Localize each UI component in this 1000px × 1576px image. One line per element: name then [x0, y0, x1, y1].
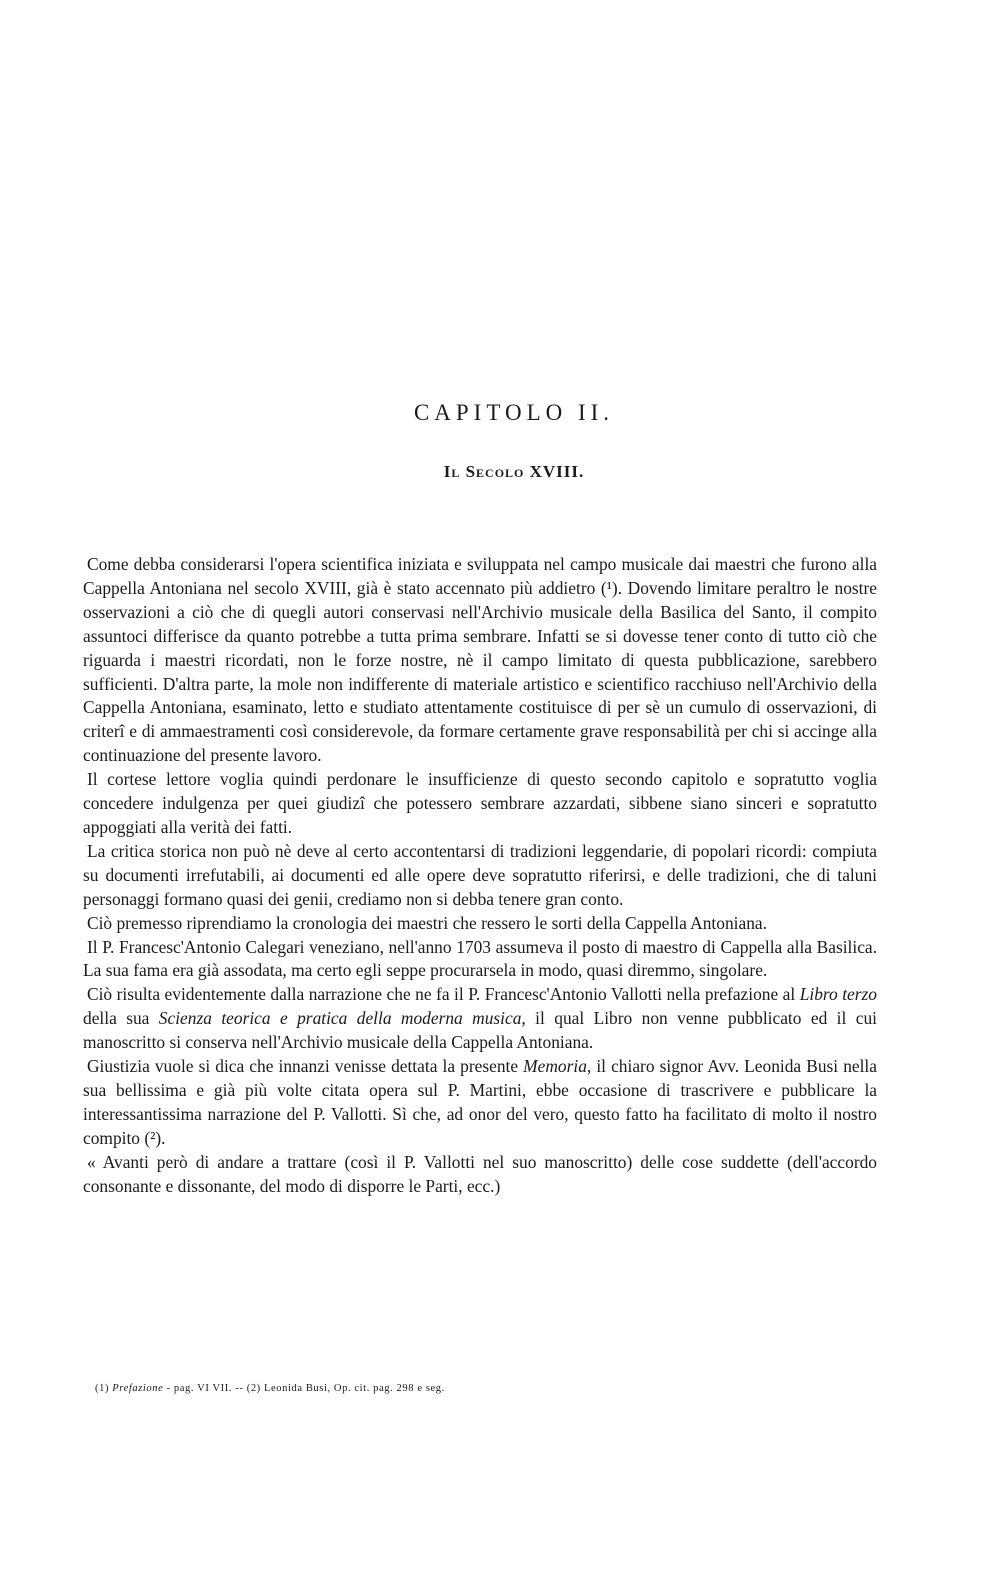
body-text: [83, 553, 877, 1198]
paragraph-text: Ciò risulta evidentemente dalla narrazione che ne fa il P. Francesc'Antonio Vallotti nella prefazione al: [87, 984, 800, 1005]
chapter-title: CAPITOLO II.: [413, 400, 615, 425]
work-title: Memoria,: [523, 1056, 592, 1077]
paragraph: « Avanti però di andare a trattare (così il P. Vallotti nel suo manoscritto) delle cose suddette (dell'accordo consonante e dissonante, del modo di disporre le Parti, ecc.): [83, 1151, 877, 1196]
footnote-mark: (1): [95, 1383, 110, 1394]
paragraph: Il cortese lettore voglia quindi perdonare le insufficienze di questo secondo capitolo e sopratutto voglia concedere indulgenza per quei giudizî che potessero sembrare azzardati, sibbene siano sinceri e sopratutto appoggiati alla verità dei fatti.: [83, 769, 877, 837]
footnote-text: - pag. VI VII. --: [163, 1383, 247, 1394]
paragraph-text: della sua: [83, 1008, 159, 1029]
paragraph: [83, 1055, 877, 1151]
paragraph-text: Giustizia vuole si dica che innanzi venisse dettata la presente: [87, 1056, 524, 1077]
book-title: Scienza teorica e pratica della moderna musica,: [158, 1008, 526, 1029]
book-title: Libro terzo: [799, 984, 877, 1005]
paragraph: Come debba considerarsi l'opera scientifica iniziata e sviluppata nel campo musicale dai maestri che furono alla Cappella Antoniana nel secolo XVIII, già è stato accennato più addietro (¹). Dovendo limitare peraltro le nostre osservazioni a ciò che di quegli autori conservasi nell'Archivio musicale della Basilica del Santo, il compito assuntoci differisce da quanto potrebbe a tutta prima sembrare. Infatti se si dovesse tener conto di tutto ciò che riguarda i maestri ricordati, non le forze nostre, nè il campo limitato di questa pubblicazione, sarebbero sufficienti. D'altra parte, la mole non indifferente di materiale artistico e scientifico racchiuso nell'Archivio della Cappella Antoniana, esaminato, letto e studiato attentamente costituisce di per sè un cumulo di osservazioni, di criterî e di ammaestramenti così considerevole, da formare certamente grave responsabilità per chi si accinge alla continuazione del presente lavoro.: [83, 554, 877, 766]
paragraph: Il P. Francesc'Antonio Calegari veneziano, nell'anno 1703 assumeva il posto di maestro di Cappella alla Basilica. La sua fama era già assodata, ma certo egli seppe procurarsela in modo, quasi diremmo, singolare.: [83, 936, 877, 981]
footnote-text: Leonida Busi, Op. cit. pag. 298 e seg.: [260, 1383, 445, 1394]
footnote-work-title: Prefazione: [112, 1383, 164, 1394]
paragraph: [83, 983, 877, 1055]
paragraph-text: il chiaro signor Avv. Leonida Busi nella sua bellissima e già più volte citata opera sul P. Martini, ebbe occasione di trascrivere e pubblicare la interessantissima narrazione del P. Vallotti. Sì che, ad onor del vero, questo fatto ha facilitato di molto il nostro compito (²).: [83, 1056, 877, 1148]
paragraph-text: il qual Libro non venne pubblicato ed il cui manoscritto si conserva nell'Archivio musicale della Cappella Antoniana.: [83, 1008, 877, 1053]
paragraph: La critica storica non può nè deve al certo accontentarsi di tradizioni leggendarie, di popolari ricordi: compiuta su documenti irrefutabili, ai documenti ed alle opere deve sopratutto riferirsi, e delle tradizioni, che di taluni personaggi formano quasi dei genii, crediamo non si debba tenere gran conto.: [83, 840, 877, 909]
footnotes: [95, 1383, 875, 1394]
footnote-mark: (2): [246, 1383, 261, 1394]
section-title: Il Secolo XVIII.: [443, 462, 585, 481]
paragraph: Ciò premesso riprendiamo la cronologia dei maestri che ressero le sorti della Cappella Antoniana.: [87, 912, 767, 933]
